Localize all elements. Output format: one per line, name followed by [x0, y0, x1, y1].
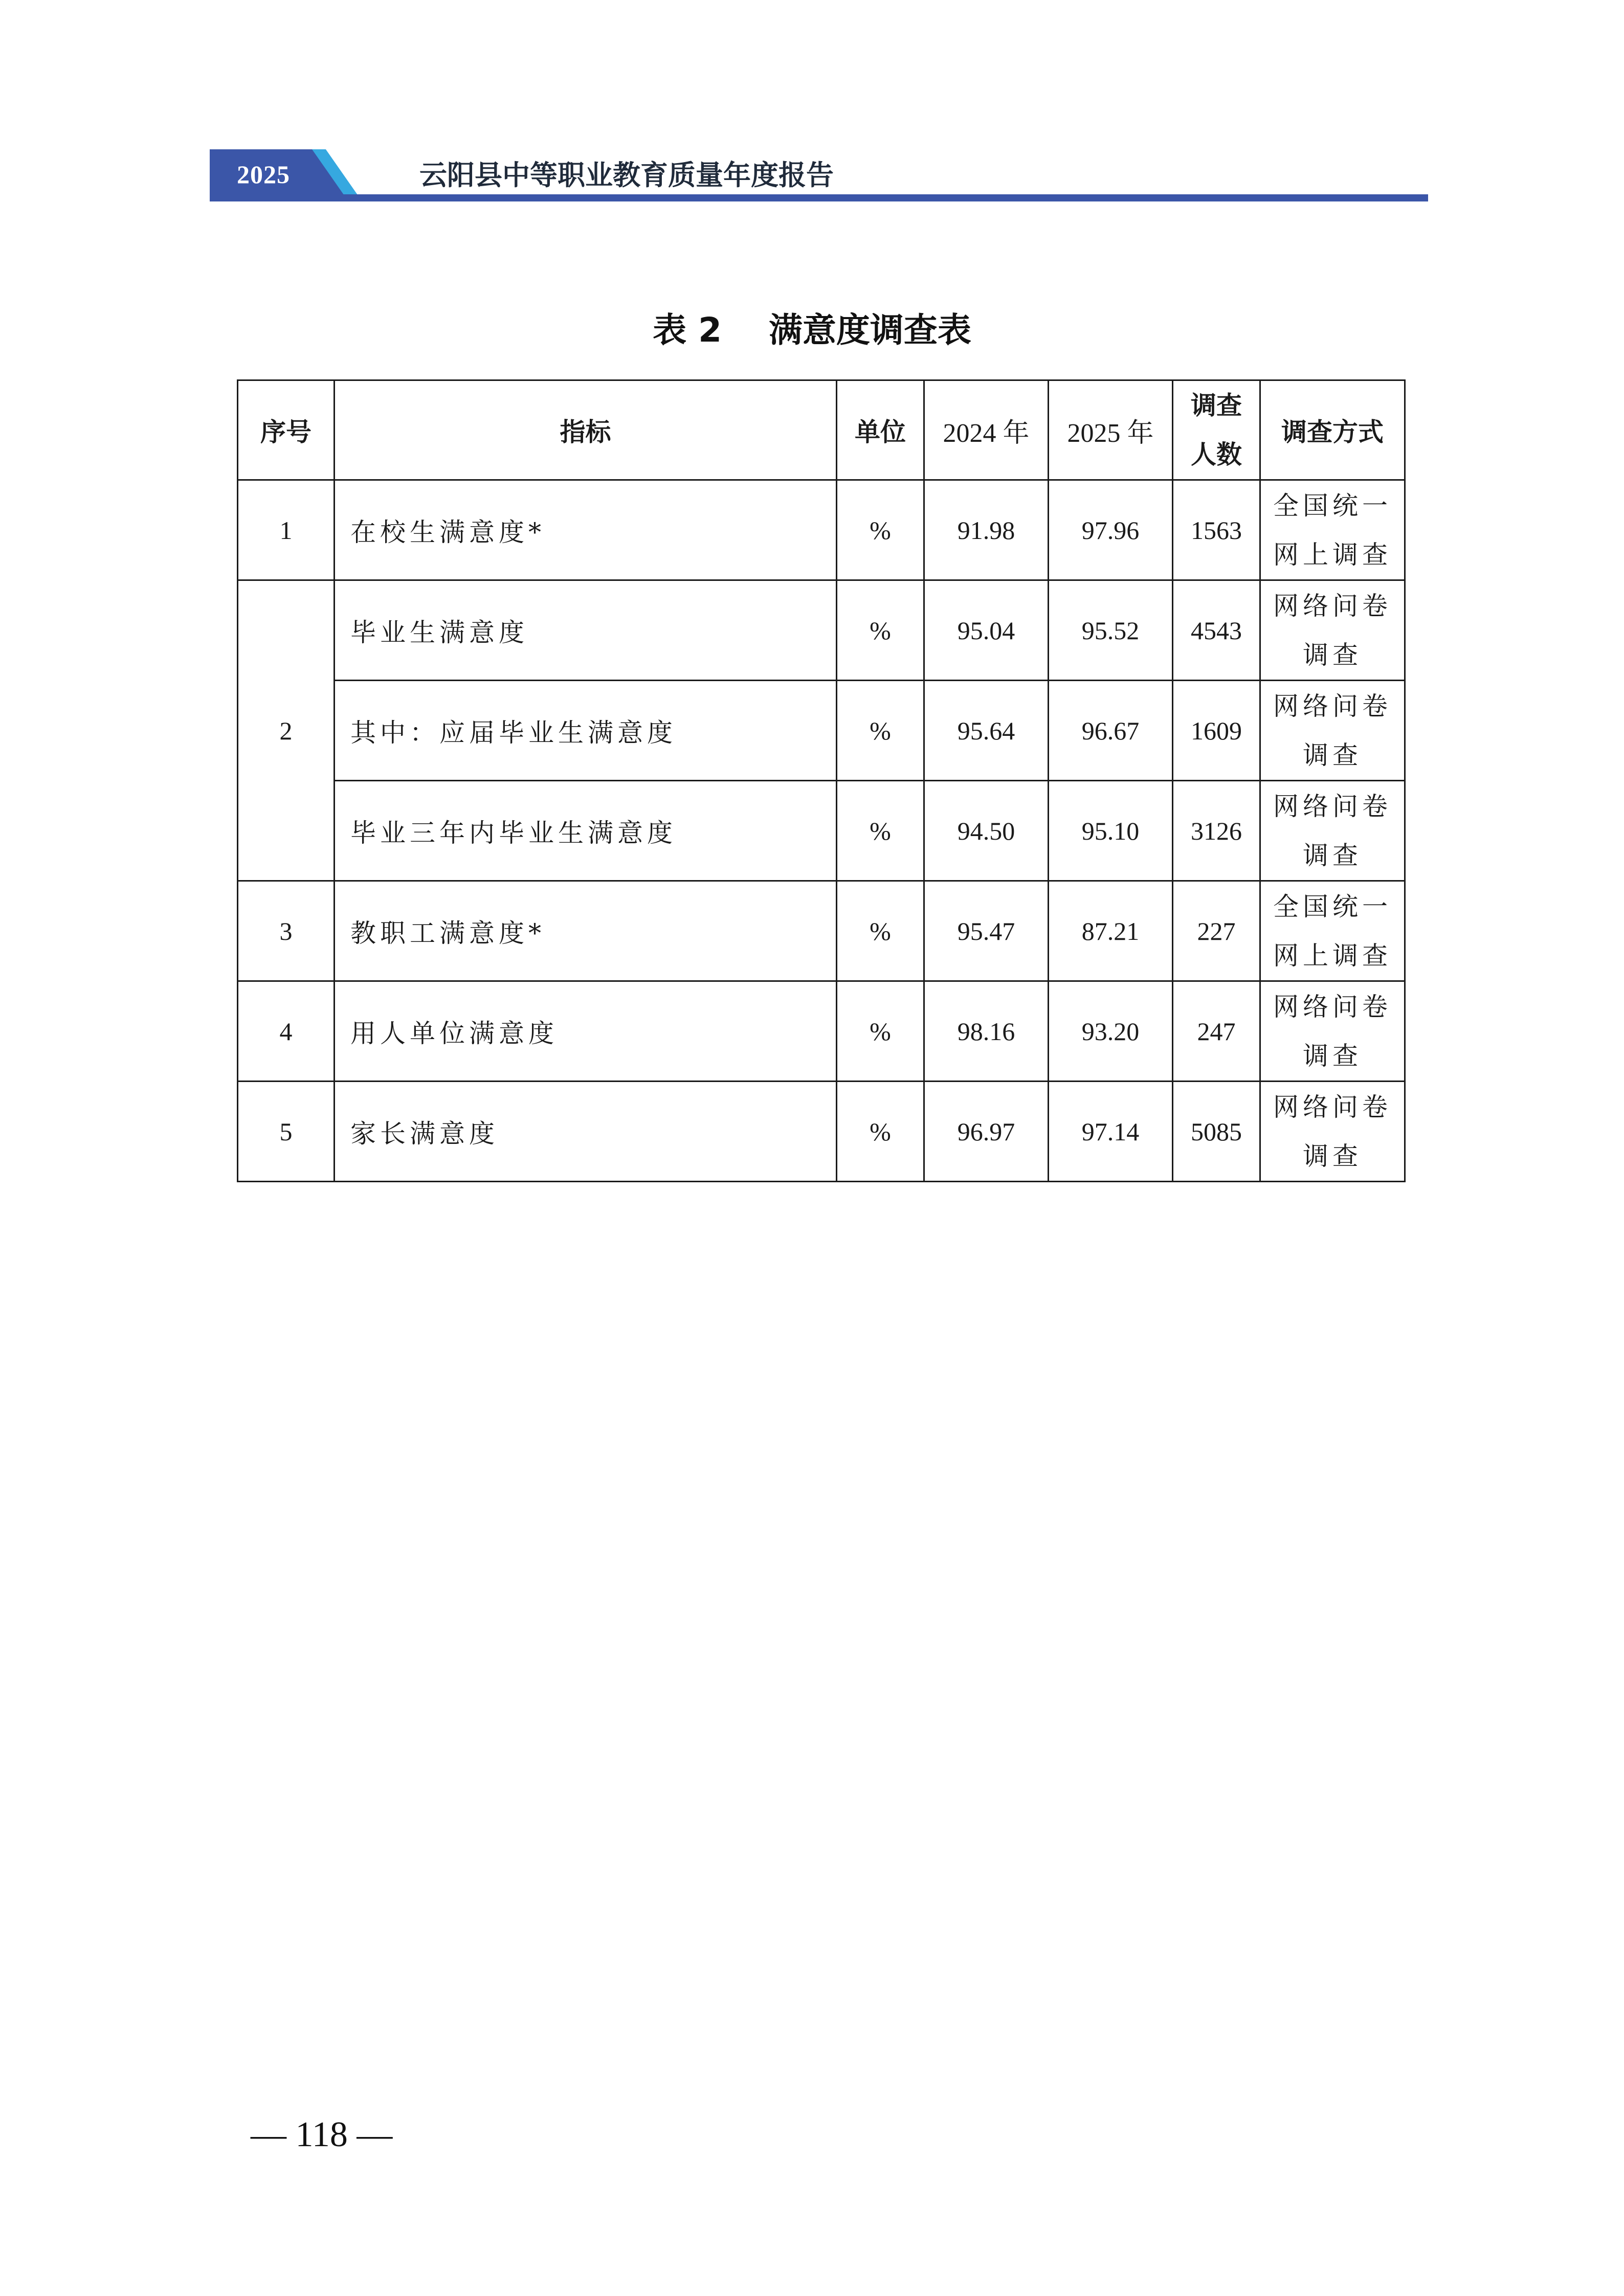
- cell-method-line1: 全国统一: [1273, 490, 1392, 521]
- cell-method: [1260, 881, 1405, 981]
- cell-2025: 97.96: [1049, 480, 1173, 580]
- cell-method: [1260, 981, 1405, 1082]
- cell-seq: 5: [238, 1082, 335, 1182]
- cell-indicator: 毕业生满意度: [335, 580, 837, 681]
- cell-count: 1563: [1173, 480, 1260, 580]
- cell-seq: 3: [238, 881, 335, 981]
- cell-method: [1260, 580, 1405, 681]
- cell-2025: 95.52: [1049, 580, 1173, 681]
- table-caption: 表 2 满意度调查表: [653, 310, 971, 350]
- cell-2024: 95.47: [924, 881, 1049, 981]
- table-row: [238, 781, 1405, 881]
- cell-method-line2: 调查: [1303, 640, 1362, 670]
- cell-method: [1260, 781, 1405, 881]
- cell-method-line1: 网络问卷: [1273, 791, 1392, 821]
- header-2024: [924, 380, 1049, 480]
- cell-seq: 2: [238, 580, 335, 881]
- cell-indicator: 家长满意度: [335, 1082, 837, 1182]
- table-row: [238, 681, 1405, 781]
- cell-unit: %: [837, 781, 924, 881]
- header-rule: [210, 194, 1428, 201]
- cell-2025: 95.10: [1049, 781, 1173, 881]
- cell-method: [1260, 480, 1405, 580]
- cell-method-line1: 网络问卷: [1273, 691, 1392, 721]
- cell-unit: %: [837, 881, 924, 981]
- cell-method-line1: 网络问卷: [1273, 1092, 1392, 1122]
- header-count: [1173, 380, 1260, 480]
- table-row: [238, 580, 1405, 681]
- cell-2024: 91.98: [924, 480, 1049, 580]
- cell-unit: %: [837, 681, 924, 781]
- cell-method-line2: 调查: [1303, 840, 1362, 870]
- header-indicator: 指标: [335, 380, 837, 480]
- header-year: 2025: [237, 160, 290, 189]
- header-2025: [1049, 380, 1173, 480]
- cell-2024: 98.16: [924, 981, 1049, 1082]
- header-unit: 单位: [837, 380, 924, 480]
- cell-2024: 95.64: [924, 681, 1049, 781]
- cell-method-line2: 调查: [1303, 1041, 1362, 1071]
- cell-seq: 4: [238, 981, 335, 1082]
- page-number: — 118 —: [251, 2115, 393, 2154]
- table-header-row: [238, 380, 1405, 480]
- cell-method: [1260, 681, 1405, 781]
- cell-indicator: 用人单位满意度: [335, 981, 837, 1082]
- cell-method-line2: 调查: [1303, 740, 1362, 770]
- cell-method: [1260, 1082, 1405, 1182]
- table-row: [238, 881, 1405, 981]
- cell-indicator: 毕业三年内毕业生满意度: [335, 781, 837, 881]
- cell-unit: %: [837, 981, 924, 1082]
- cell-2024: 95.04: [924, 580, 1049, 681]
- header-count-line2: 人数: [1191, 440, 1242, 469]
- cell-indicator: 在校生满意度*: [335, 480, 837, 580]
- cell-unit: %: [837, 1082, 924, 1182]
- cell-count: 247: [1173, 981, 1260, 1082]
- cell-method-line2: 调查: [1303, 1141, 1362, 1171]
- table-row: [238, 981, 1405, 1082]
- cell-method-line2: 网上调查: [1273, 539, 1392, 570]
- cell-count: 1609: [1173, 681, 1260, 781]
- cell-2024: 94.50: [924, 781, 1049, 881]
- cell-unit: %: [837, 480, 924, 580]
- header-seq: 序号: [238, 380, 335, 480]
- cell-count: 3126: [1173, 781, 1260, 881]
- table-row: [238, 480, 1405, 580]
- cell-indicator: 其中：应届毕业生满意度: [335, 681, 837, 781]
- header-2024-label: 2024 年: [943, 418, 1030, 448]
- cell-method-line1: 网络问卷: [1273, 992, 1392, 1022]
- cell-2025: 96.67: [1049, 681, 1173, 781]
- cell-2025: 93.20: [1049, 981, 1173, 1082]
- header-method: 调查方式: [1260, 380, 1405, 480]
- satisfaction-table: [237, 379, 1406, 1182]
- cell-count: 5085: [1173, 1082, 1260, 1182]
- cell-2024: 96.97: [924, 1082, 1049, 1182]
- header-title: 云阳县中等职业教育质量年度报告: [419, 159, 834, 191]
- cell-seq: 1: [238, 480, 335, 580]
- cell-method-line1: 全国统一: [1273, 891, 1392, 921]
- header-count-line1: 调查: [1191, 391, 1242, 420]
- cell-indicator: 教职工满意度*: [335, 881, 837, 981]
- cell-2025: 97.14: [1049, 1082, 1173, 1182]
- header-2025-label: 2025 年: [1067, 418, 1154, 448]
- cell-count: 227: [1173, 881, 1260, 981]
- cell-2025: 87.21: [1049, 881, 1173, 981]
- cell-count: 4543: [1173, 580, 1260, 681]
- cell-unit: %: [837, 580, 924, 681]
- table-row: [238, 1082, 1405, 1182]
- cell-method-line2: 网上调查: [1273, 940, 1392, 971]
- cell-method-line1: 网络问卷: [1273, 591, 1392, 621]
